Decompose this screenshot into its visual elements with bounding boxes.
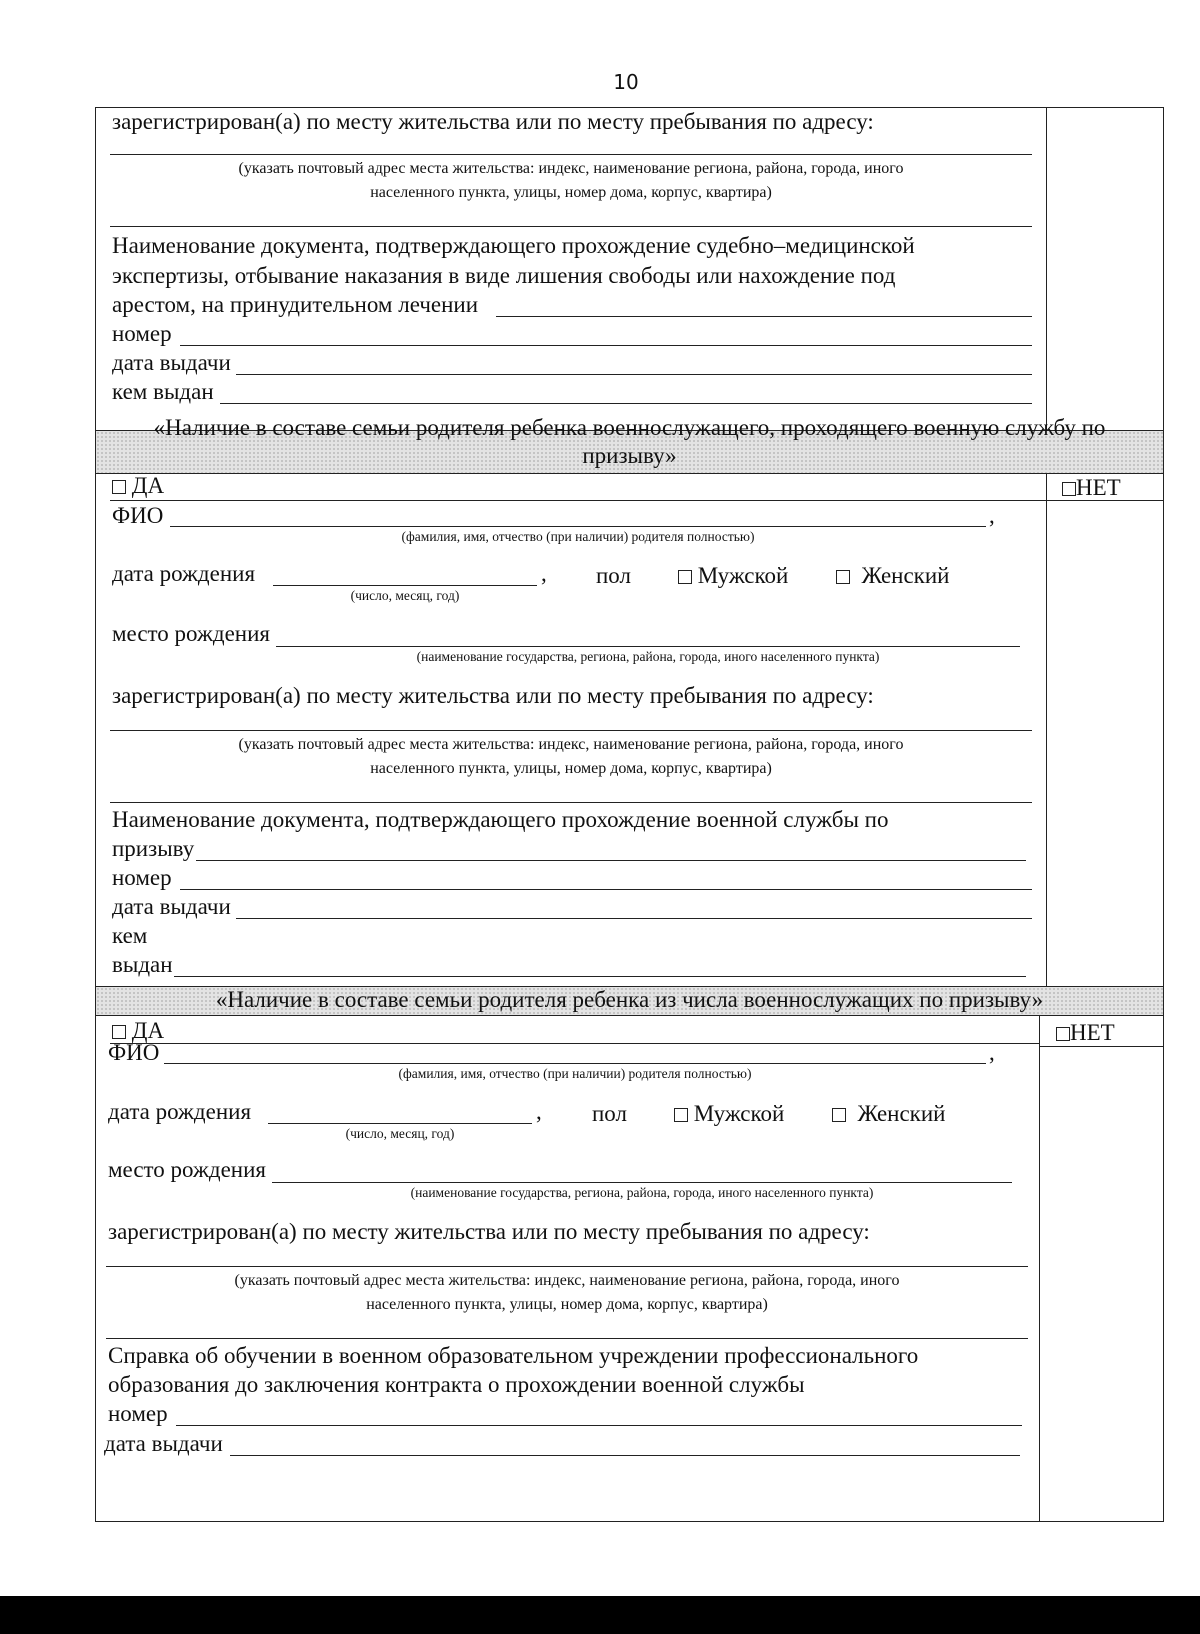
section2-registered-label: зарегистрирован(а) по месту жительства или по месту пребывания по адресу:	[112, 683, 874, 708]
section3-birth-place-field[interactable]	[272, 1182, 1012, 1183]
section1-issue-date-field[interactable]	[236, 374, 1032, 375]
section2-address-field-2[interactable]	[110, 802, 1032, 803]
section3-cert-line-2: образования до заключения контракта о прохождении военной службы	[108, 1372, 805, 1397]
section2-document-name-field[interactable]	[196, 860, 1026, 861]
section1-doc-line-3: арестом, на принудительном лечении	[112, 292, 479, 317]
application-form	[95, 107, 1164, 1522]
section3-fio-comma: ,	[989, 1040, 995, 1065]
section3-birth-date-hint: (число, месяц, год)	[345, 1126, 455, 1141]
section3-heading: «Наличие в составе семьи родителя ребенка из числа военнослужащих по призыву»	[215, 987, 1044, 1012]
section2-issue-date-label: дата выдачи	[112, 894, 231, 919]
section1-doc-line-2: экспертизы, отбывание наказания в виде лишения свободы или нахождение под	[112, 263, 896, 288]
section2-doc-line-2: призыву	[112, 836, 195, 861]
section3-fio-label: ФИО	[108, 1040, 160, 1065]
section2-doc-line-1: Наименование документа, подтверждающего прохождение военной службы по	[112, 807, 889, 832]
section1-number-field[interactable]	[180, 345, 1032, 346]
section2-female-checkbox[interactable]	[836, 570, 850, 584]
section2-male-checkbox[interactable]	[678, 570, 692, 584]
section2-issued-by-label-1: кем	[112, 923, 148, 948]
section3-yes-label: ДА	[131, 1018, 165, 1043]
section2-male-label: Мужской	[697, 563, 789, 588]
section1-address-hint-1: (указать почтовый адрес места жительства: индекс, наименование региона, района, города, иного	[238, 160, 904, 177]
section2-heading-line-1: «Наличие в составе семьи родителя ребенка военнослужащего, проходящего военную службу по	[153, 415, 1106, 440]
section2-birth-place-label: место рождения	[112, 621, 270, 646]
section2-yes-row-line	[110, 500, 1046, 501]
section3-yes-checkbox[interactable]	[112, 1025, 126, 1039]
page-number: 10	[613, 70, 639, 94]
section3-no-option[interactable]	[1056, 1019, 1115, 1047]
right-column-divider-middle	[1046, 473, 1047, 986]
section2-sex-label: пол	[596, 563, 631, 588]
section2-heading-bottom	[96, 473, 1163, 474]
section3-issue-date-field[interactable]	[230, 1455, 1020, 1456]
section2-fio-comma: ,	[989, 503, 995, 528]
section3-address-field-2[interactable]	[106, 1338, 1028, 1339]
section2-address-hint-1: (указать почтовый адрес места жительства: индекс, наименование региона, района, города, иного	[238, 736, 904, 753]
section2-fio-hint: (фамилия, имя, отчество (при наличии) родителя полностью)	[401, 529, 755, 544]
section3-fio-field[interactable]	[164, 1063, 986, 1064]
section3-birth-date-label: дата рождения	[108, 1099, 252, 1124]
section2-number-label: номер	[112, 865, 172, 890]
section3-fio-hint: (фамилия, имя, отчество (при наличии) родителя полностью)	[398, 1066, 752, 1081]
section2-fio-label: ФИО	[112, 503, 164, 528]
section1-address-hint-2: населенного пункта, улицы, номер дома, корпус, квартира)	[370, 184, 772, 201]
section3-heading-bottom	[96, 1015, 1163, 1016]
section2-birth-date-label: дата рождения	[112, 561, 256, 586]
section3-address-hint-1: (указать почтовый адрес места жительства: индекс, наименование региона, района, города, иного	[234, 1272, 900, 1289]
section2-female-option[interactable]	[836, 562, 949, 590]
right-column-divider-bottom	[1039, 1015, 1040, 1521]
section2-birth-date-hint: (число, месяц, год)	[350, 588, 460, 603]
section2-birth-place-field[interactable]	[276, 646, 1020, 647]
section3-female-label: Женский	[857, 1101, 946, 1126]
scan-footer-bar	[0, 1596, 1200, 1634]
section1-issue-date-label: дата выдачи	[112, 350, 231, 375]
section2-birth-date-field[interactable]	[273, 585, 537, 586]
section2-issued-by-label-2: выдан	[112, 952, 173, 977]
section3-no-label: НЕТ	[1070, 1020, 1115, 1045]
section3-female-checkbox[interactable]	[832, 1108, 846, 1122]
section2-number-field[interactable]	[180, 889, 1032, 890]
section2-yes-checkbox[interactable]	[112, 480, 126, 494]
section3-no-checkbox[interactable]	[1056, 1027, 1070, 1041]
section2-no-checkbox[interactable]	[1062, 482, 1076, 496]
section3-issue-date-label: дата выдачи	[104, 1431, 223, 1456]
section2-birth-place-hint: (наименование государства, региона, района, города, иного населенного пункта)	[416, 649, 880, 664]
section1-address-line-2	[110, 226, 1032, 227]
section2-address-field[interactable]	[110, 730, 1032, 731]
section3-male-option[interactable]	[674, 1100, 784, 1128]
section1-document-name-field[interactable]	[496, 316, 1032, 317]
section2-yes-option[interactable]	[112, 472, 164, 500]
section3-number-field[interactable]	[176, 1425, 1022, 1426]
section1-doc-line-1: Наименование документа, подтверждающего прохождение судебно–медицинской	[112, 233, 915, 258]
section2-issued-by-field[interactable]	[174, 976, 1026, 977]
section3-sex-label: пол	[592, 1101, 627, 1126]
section3-address-hint-2: населенного пункта, улицы, номер дома, корпус, квартира)	[366, 1296, 768, 1313]
section2-heading-line-2: призыву»	[582, 443, 677, 468]
section3-birth-date-field[interactable]	[268, 1123, 532, 1124]
section1-issued-by-label: кем выдан	[112, 379, 214, 404]
section2-fio-field[interactable]	[170, 526, 986, 527]
section3-birth-place-hint: (наименование государства, региона, района, города, иного населенного пункта)	[410, 1185, 874, 1200]
right-column-divider-top	[1046, 108, 1047, 430]
section3-yes-row-line	[110, 1043, 1039, 1044]
section3-cert-line-1: Справка об обучении в военном образовательном учреждении профессионального	[108, 1343, 919, 1368]
section1-number-label: номер	[112, 321, 172, 346]
section1-issued-by-field[interactable]	[220, 403, 1032, 404]
section3-address-field[interactable]	[106, 1266, 1028, 1267]
section2-issue-date-field[interactable]	[236, 918, 1032, 919]
section1-address-line	[110, 154, 1032, 155]
section2-female-label: Женский	[861, 563, 950, 588]
section3-male-checkbox[interactable]	[674, 1108, 688, 1122]
section2-male-option[interactable]	[678, 562, 788, 590]
section2-yes-label: ДА	[131, 473, 165, 498]
section3-registered-label: зарегистрирован(а) по месту жительства или по месту пребывания по адресу:	[108, 1219, 870, 1244]
section2-birth-date-comma: ,	[541, 561, 547, 586]
section2-no-option[interactable]	[1062, 474, 1121, 502]
section3-birth-place-label: место рождения	[108, 1157, 266, 1182]
section2-no-label: НЕТ	[1076, 475, 1121, 500]
section3-number-label: номер	[108, 1401, 168, 1426]
section3-female-option[interactable]	[832, 1100, 945, 1128]
section2-address-hint-2: населенного пункта, улицы, номер дома, корпус, квартира)	[370, 760, 772, 777]
section1-registered-label: зарегистрирован(а) по месту жительства или по месту пребывания по адресу:	[112, 109, 874, 134]
section3-birth-date-comma: ,	[536, 1099, 542, 1124]
section3-male-label: Мужской	[693, 1101, 785, 1126]
